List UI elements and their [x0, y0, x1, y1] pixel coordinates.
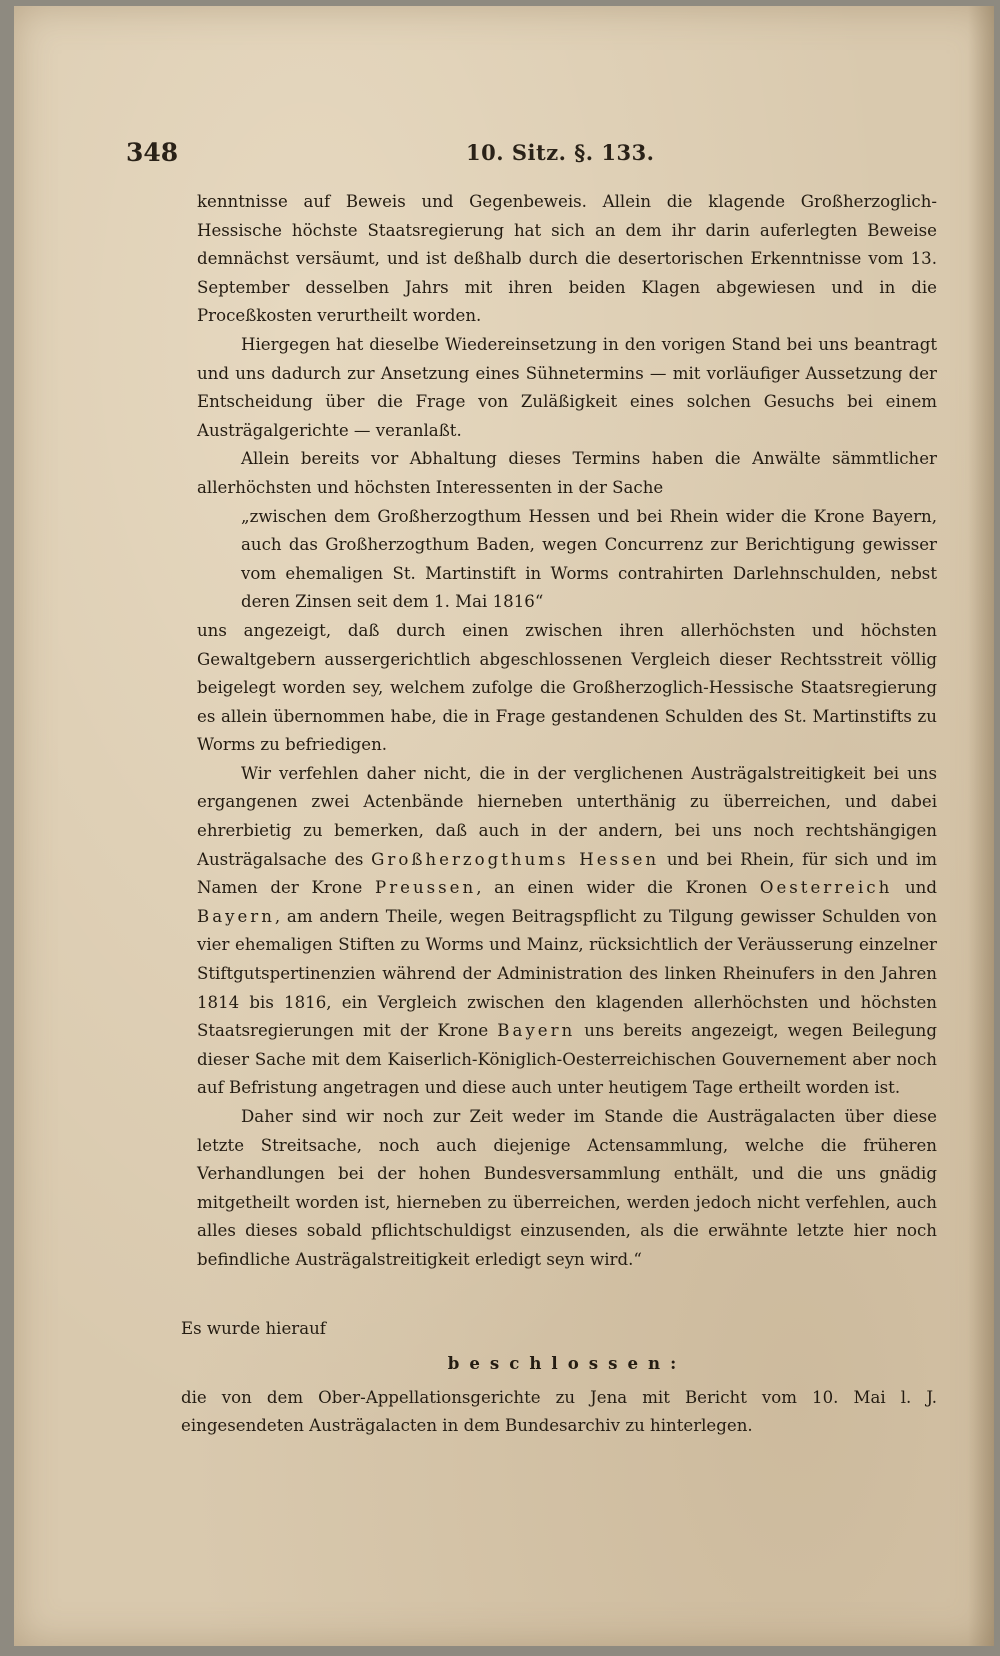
text-run: und	[892, 878, 937, 898]
text-run: , an einen wider die Kronen	[476, 878, 760, 898]
text-run: und bei Rhein, für sich und im Namen der Krone	[197, 849, 937, 898]
paragraph-termin: Allein bereits vor Abhaltung dieses Termins haben die Anwälte sämmtlicher allerhöchsten und höchsten Interessenten in der Sache	[197, 449, 937, 497]
running-head: 10. Sitz. §. 133.	[466, 140, 655, 165]
resolution-text: die von dem Ober-Appellationsgerichte zu Jena mit Bericht vom 10. Mai l. J. eingesendeten Austrägalacten in dem Bundesarchiv zu hinterlegen.	[181, 1387, 937, 1436]
resolution-intro: Es wurde hierauf	[181, 1318, 326, 1338]
page-body	[181, 188, 937, 1441]
spaced-name-preussen: Preussen	[375, 878, 477, 898]
spaced-name-bayern: Bayern	[497, 1021, 576, 1041]
paragraph-vergleich: uns angezeigt, daß durch einen zwischen ihren allerhöchsten und höchsten Gewaltgebern aussergerichtlich abgeschlossenen Vergleich dieser Rechtsstreit völlig beigelegt worden sey, welchem zufolge die Großherzoglich-Hessische Staatsregierung es allein übernommen habe, die in Frage gestandenen Schulden des St. Martinstifts zu Worms zu befriedigen.	[197, 620, 937, 755]
spaced-name-oesterreich: Oesterreich	[759, 878, 893, 898]
paragraph-actenbaende	[197, 760, 937, 1103]
spaced-name-grossherzogthum: Großherzogthums Hessen	[371, 849, 660, 869]
text-run: uns bereits angezeigt, wegen Beilegung dieser Sache mit dem Kaiserlich-Königlich-Oesterreichischen Gouvernement aber noch auf Befristung angetragen und diese auch unter heutigem Tage ertheilt worden ist.	[197, 1021, 937, 1098]
page-number: 348	[126, 138, 179, 167]
spaced-name-bayern: Bayern	[197, 906, 275, 926]
page-edge-shadow	[968, 6, 994, 1646]
paragraph-daher: Daher sind wir noch zur Zeit weder im Stande die Austrägalacten über diese letzte Streitsache, noch auch diejenige Actensammlung, welche die früheren Verhandlungen bei der hohen Bundesversammlung enthält, und die uns gnädig mitgetheilt worden ist, hierneben zu überreichen, werden jedoch nicht verfehlen, auch alles dieses sobald pflichtschuldigst einzusenden, als die erwähnte letzte hier noch befindliche Austrägalstreitigkeit erledigt seyn wird.“	[197, 1107, 937, 1269]
page-header	[126, 138, 946, 178]
resolution-heading: beschlossen:	[447, 1353, 687, 1374]
text-run: Wir verfehlen daher nicht, die in der verglichenen Austrägalstreitigkeit bei uns ergangenen zwei Actenbände hierneben unterthänig zu überreichen, und dabei ehrerbietig zu bemerken, daß auch in der andern, bei uns noch rechtshängigen Austrägalsache des	[197, 763, 937, 869]
section-gap	[197, 1275, 937, 1315]
quoted-case-title: „zwischen dem Großherzogthum Hessen und bei Rhein wider die Krone Bayern, auch das Großherzogthum Baden, wegen Concurrenz zur Berichtigung gewisser vom ehemaligen St. Martinstift in Worms contrahirten Darlehnschulden, nebst deren Zinsen seit dem 1. Mai 1816“	[241, 506, 937, 612]
text-run: , am andern Theile, wegen Beitragspflicht zu Tilgung gewisser Schulden von vier ehemaligen Stiften zu Worms und Mainz, rücksichtlich der Veräusserung einzelner Stiftgutspertinenzien während der Administration des linken Rheinufers in den Jahren 1814 bis 1816, ein Vergleich zwischen den klagenden allerhöchsten und höchsten Staatsregierungen mit der Krone	[197, 906, 937, 1041]
paragraph-continuation: kenntnisse auf Beweis und Gegenbeweis. Allein die klagende Großherzoglich-Hessische höchste Staatsregierung hat sich an dem ihr darin auferlegten Beweise demnächst versäumt, und ist deßhalb durch die desertorischen Erkenntnisse vom 13. September desselben Jahrs mit ihren beiden Klagen abgewiesen und in die Proceßkosten verurtheilt worden.	[197, 192, 937, 326]
paragraph-wiedereinsetzung: Hiergegen hat dieselbe Wiedereinsetzung in den vorigen Stand bei uns beantragt und uns dadurch zur Ansetzung eines Sühnetermins — mit vorläufiger Aussetzung der Entscheidung über die Frage von Zuläßigkeit eines solchen Gesuchs bei einem Austrägalgerichte — veranlaßt.	[197, 334, 937, 440]
scanned-page	[14, 6, 994, 1646]
